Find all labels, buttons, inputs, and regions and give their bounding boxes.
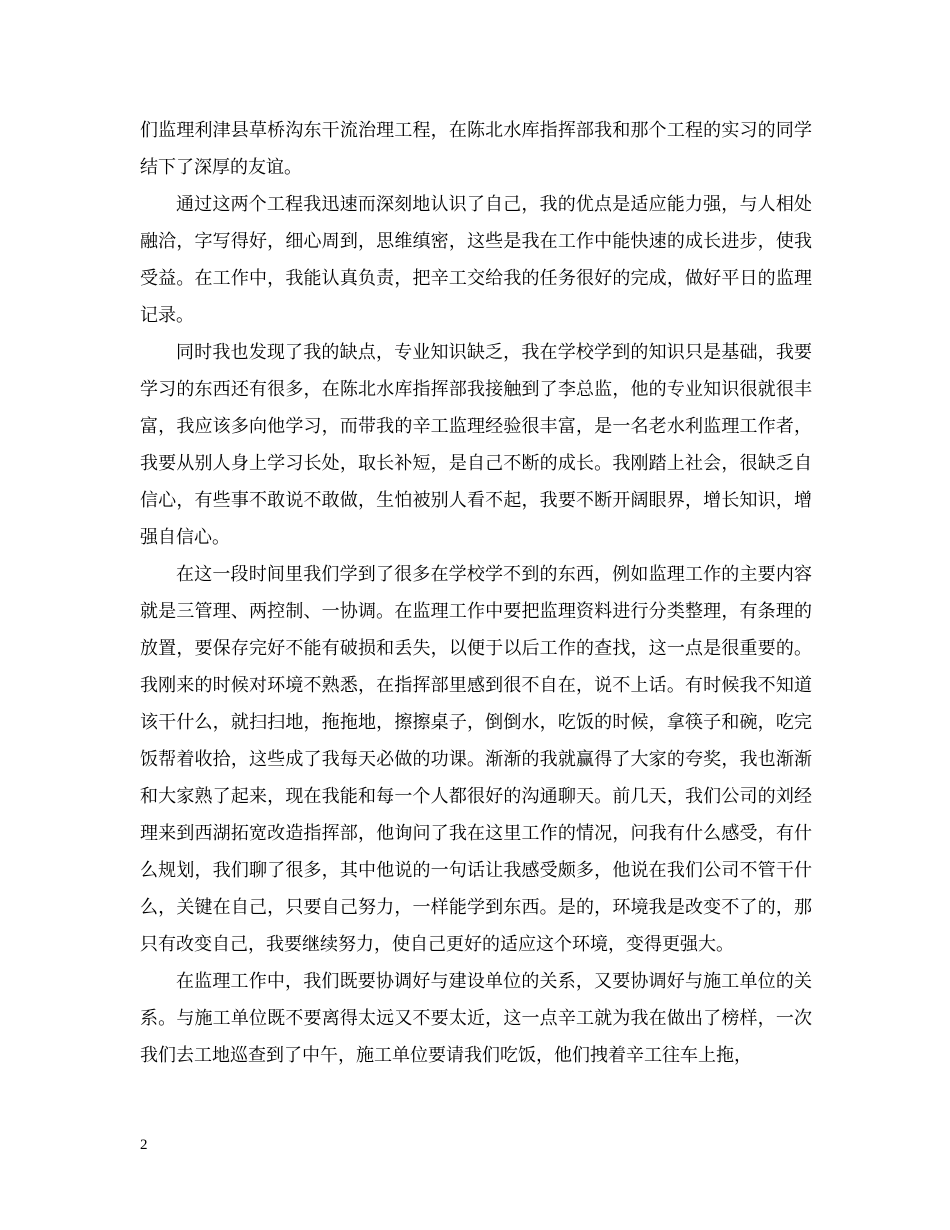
paragraph-4: 在这一段时间里我们学到了很多在学校学不到的东西，例如监理工作的主要内容就是三管理、两控制、一协调。在监理工作中要把监理资料进行分类整理，有条理的放置，要保存完好不能有破损和丢失，以便于以后工作的查找，这一点是很重要的。我刚来的时候对环境不熟悉，在指挥部里感到很不自在，说不上话。有时候我不知道该干什么，就扫扫地，拖拖地，擦擦桌子，倒倒水，吃饭的时候，拿筷子和碗，吃完饭帮着收拾，这些成了我每天必做的功课。渐渐的我就赢得了大家的夸奖，我也渐渐和大家熟了起来，现在我能和每一个人都很好的沟通聊天。前几天，我们公司的刘经理来到西湖拓宽改造指挥部，他询问了我在这里工作的情况，问我有什么感受，有什么规划，我们聊了很多，其中他说的一句话让我感受颇多，他说在我们公司不管干什么，关键在自己，只要自己努力，一样能学到东西。是的，环境我是改变不了的，那只有改变自己，我要继续努力，使自己更好的适应这个环境，变得更强大。 [140,564,812,955]
body-text [140,112,812,1074]
paragraph-2: 通过这两个工程我迅速而深刻地认识了自己，我的优点是适应能力强，与人相处融洽，字写得好，细心周到，思维缜密，这些是我在工作中能快速的成长进步，使我受益。在工作中，我能认真负责，把辛工交给我的任务很好的完成，做好平日的监理记录。 [140,194,812,326]
paragraph-5: 在监理工作中，我们既要协调好与建设单位的关系，又要协调好与施工单位的关系。与施工单位既不要离得太远又不要太近，这一点辛工就为我在做出了榜样，一次我们去工地巡查到了中午，施工单位要请我们吃饭，他们拽着辛工往车上拖， [140,971,812,1066]
paragraph-1: 们监理利津县草桥沟东干流治理工程，在陈北水库指挥部我和那个工程的实习的同学结下了深厚的友谊。 [140,120,812,178]
paragraph-3: 同时我也发现了我的缺点，专业知识缺乏，我在学校学到的知识只是基础，我要学习的东西还有很多，在陈北水库指挥部我接触到了李总监，他的专业知识很就很丰富，我应该多向他学习，而带我的辛工监理经验很丰富，是一名老水利监理工作者，我要从别人身上学习长处，取长补短，是自己不断的成长。我刚踏上社会，很缺乏自信心，有些事不敢说不敢做，生怕被别人看不起，我要不断开阔眼界，增长知识，增强自信心。 [140,342,812,548]
page-number: 2 [140,1137,148,1153]
